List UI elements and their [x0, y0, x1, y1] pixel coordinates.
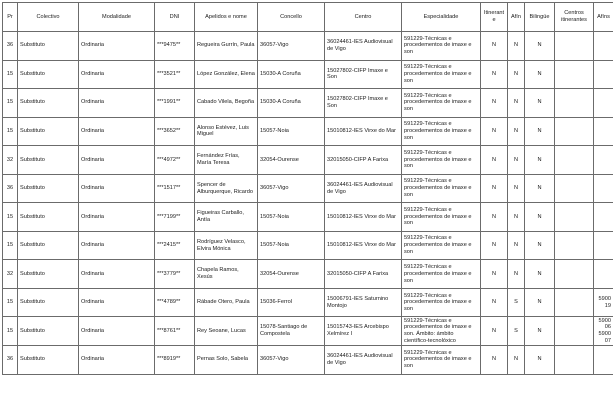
table-row [3, 288, 614, 317]
cell-itinerante: N [481, 346, 508, 375]
cell-pr: 15 [3, 203, 18, 232]
cell-colectivo: Substituto [18, 346, 79, 375]
cell-apelidos-nome: Spencer de Alburquerque, Ricardo [195, 174, 258, 203]
header-afins: Afíns [594, 3, 614, 32]
cell-colectivo: Substituto [18, 117, 79, 146]
cell-especialidade: 591229-Técnicas e procedementos de imaxe e son [402, 89, 481, 118]
cell-afins [594, 89, 614, 118]
cell-modalidade: Ordinaria [79, 117, 155, 146]
cell-concello: 36057-Vigo [258, 346, 325, 375]
cell-centro: 32015050-CIFP A Farixa [325, 260, 402, 289]
cell-centro: 15027802-CIFP Imaxe e Son [325, 89, 402, 118]
cell-colectivo: Substituto [18, 317, 79, 346]
cell-centro: 15015743-IES Arcebispo Xelmírez I [325, 317, 402, 346]
cell-itinerante: N [481, 203, 508, 232]
cell-pr: 36 [3, 174, 18, 203]
cell-dni: ***8919** [155, 346, 195, 375]
cell-afin: N [508, 117, 525, 146]
table-row [3, 174, 614, 203]
cell-dni: ***3779** [155, 260, 195, 289]
cell-apelidos-nome: Rodríguez Velasco, Elvira Mónica [195, 231, 258, 260]
cell-concello: 15030-A Coruña [258, 89, 325, 118]
cell-especialidade: 591229-Técnicas e procedementos de imaxe e son [402, 203, 481, 232]
assignments-table [2, 2, 613, 375]
table-header-row [3, 3, 614, 32]
cell-modalidade: Ordinaria [79, 317, 155, 346]
cell-apelidos-nome: Chapela Ramos, Xesús [195, 260, 258, 289]
cell-concello: 15030-A Coruña [258, 60, 325, 89]
cell-centros-itinerantes [555, 89, 594, 118]
cell-afin: N [508, 346, 525, 375]
cell-afins [594, 174, 614, 203]
cell-afin: N [508, 32, 525, 61]
cell-concello: 15057-Noia [258, 231, 325, 260]
cell-centro: 15010812-IES Virxe do Mar [325, 203, 402, 232]
cell-colectivo: Substituto [18, 146, 79, 175]
cell-centro: 36024461-IES Audiovisual de Vigo [325, 32, 402, 61]
cell-especialidade: 591229-Técnicas e procedementos de imaxe e son [402, 117, 481, 146]
cell-centro: 36024461-IES Audiovisual de Vigo [325, 346, 402, 375]
cell-apelidos-nome: Rábade Otero, Paula [195, 288, 258, 317]
cell-especialidade: 591229-Técnicas e procedementos de imaxe e son [402, 346, 481, 375]
table-row [3, 32, 614, 61]
cell-itinerante: N [481, 288, 508, 317]
cell-concello: 32054-Ourense [258, 260, 325, 289]
table-row [3, 60, 614, 89]
cell-afins [594, 32, 614, 61]
cell-concello: 15057-Noia [258, 117, 325, 146]
header-dni: DNI [155, 3, 195, 32]
cell-afins: 590019 [594, 288, 614, 317]
cell-colectivo: Substituto [18, 32, 79, 61]
header-modalidade: Modalidade [79, 3, 155, 32]
cell-dni: ***7199** [155, 203, 195, 232]
cell-colectivo: Substituto [18, 203, 79, 232]
cell-centros-itinerantes [555, 317, 594, 346]
cell-pr: 32 [3, 260, 18, 289]
cell-afin: N [508, 174, 525, 203]
table-row [3, 346, 614, 375]
cell-centro: 15006791-IES Saturnino Montojo [325, 288, 402, 317]
cell-especialidade: 591229-Técnicas e procedementos de imaxe e son [402, 32, 481, 61]
table-row [3, 203, 614, 232]
cell-afin: S [508, 317, 525, 346]
cell-centro: 36024461-IES Audiovisual de Vigo [325, 174, 402, 203]
cell-colectivo: Substituto [18, 89, 79, 118]
cell-centro: 15010812-IES Virxe do Mar [325, 231, 402, 260]
table-row [3, 146, 614, 175]
cell-especialidade: 591229-Técnicas e procedementos de imaxe e son [402, 174, 481, 203]
cell-especialidade: 591229-Técnicas e procedementos de imaxe e son [402, 288, 481, 317]
cell-pr: 32 [3, 146, 18, 175]
cell-modalidade: Ordinaria [79, 346, 155, 375]
cell-afins [594, 231, 614, 260]
cell-afins [594, 346, 614, 375]
cell-colectivo: Substituto [18, 60, 79, 89]
cell-bilingue: N [525, 89, 555, 118]
cell-apelidos-nome: Rey Seoane, Lucas [195, 317, 258, 346]
cell-afins [594, 60, 614, 89]
cell-apelidos-nome: Regueira Gurrín, Paula [195, 32, 258, 61]
cell-modalidade: Ordinaria [79, 174, 155, 203]
cell-afins: 590006 590007 [594, 317, 614, 346]
cell-dni: ***1991** [155, 89, 195, 118]
cell-apelidos-nome: Cabado Vilela, Begoña [195, 89, 258, 118]
cell-apelidos-nome: Alonso Estévez, Luis Miguel [195, 117, 258, 146]
header-especialidade: Especialidade [402, 3, 481, 32]
cell-bilingue: N [525, 317, 555, 346]
cell-concello: 32054-Ourense [258, 146, 325, 175]
cell-modalidade: Ordinaria [79, 89, 155, 118]
cell-modalidade: Ordinaria [79, 288, 155, 317]
cell-apelidos-nome: Pernas Solo, Sabela [195, 346, 258, 375]
header-itinerante: Itinerante [481, 3, 508, 32]
header-centros-itinerantes: Centros itinerantes [555, 3, 594, 32]
header-colectivo: Colectivo [18, 3, 79, 32]
cell-afins [594, 260, 614, 289]
cell-concello: 15036-Ferrol [258, 288, 325, 317]
cell-afin: N [508, 146, 525, 175]
cell-afin: N [508, 60, 525, 89]
cell-dni: ***3521** [155, 60, 195, 89]
cell-bilingue: N [525, 346, 555, 375]
cell-itinerante: N [481, 174, 508, 203]
cell-dni: ***4789** [155, 288, 195, 317]
cell-modalidade: Ordinaria [79, 260, 155, 289]
cell-bilingue: N [525, 231, 555, 260]
cell-colectivo: Substituto [18, 231, 79, 260]
cell-dni: ***2415** [155, 231, 195, 260]
cell-centros-itinerantes [555, 117, 594, 146]
cell-afin: S [508, 288, 525, 317]
cell-bilingue: N [525, 203, 555, 232]
cell-itinerante: N [481, 260, 508, 289]
cell-pr: 15 [3, 231, 18, 260]
cell-modalidade: Ordinaria [79, 203, 155, 232]
header-afin: Afín [508, 3, 525, 32]
cell-apelidos-nome: López González, Elena [195, 60, 258, 89]
header-apelidos-nome: Apelidos e nome [195, 3, 258, 32]
cell-especialidade: 591229-Técnicas e procedementos de imaxe e son [402, 260, 481, 289]
cell-concello: 36057-Vigo [258, 32, 325, 61]
cell-pr: 15 [3, 89, 18, 118]
cell-dni: ***1517** [155, 174, 195, 203]
cell-dni: ***3652** [155, 117, 195, 146]
cell-especialidade: 591229-Técnicas e procedementos de imaxe e son. Ámbito: ámbito científico-tecnolóxico [402, 317, 481, 346]
cell-itinerante: N [481, 146, 508, 175]
cell-itinerante: N [481, 89, 508, 118]
cell-pr: 15 [3, 60, 18, 89]
table-row [3, 89, 614, 118]
cell-centros-itinerantes [555, 60, 594, 89]
table-body [3, 32, 614, 375]
cell-dni: ***4972** [155, 146, 195, 175]
cell-afins [594, 117, 614, 146]
cell-centro: 15010812-IES Virxe do Mar [325, 117, 402, 146]
cell-pr: 36 [3, 32, 18, 61]
table-row [3, 117, 614, 146]
cell-itinerante: N [481, 32, 508, 61]
cell-especialidade: 591229-Técnicas e procedementos de imaxe e son [402, 60, 481, 89]
document-page [2, 2, 613, 408]
cell-afins [594, 146, 614, 175]
cell-centros-itinerantes [555, 174, 594, 203]
table-row [3, 231, 614, 260]
cell-dni: ***9475** [155, 32, 195, 61]
cell-concello: 15057-Noia [258, 203, 325, 232]
cell-pr: 15 [3, 117, 18, 146]
cell-centro: 32015050-CIFP A Farixa [325, 146, 402, 175]
cell-afin: N [508, 89, 525, 118]
cell-centros-itinerantes [555, 203, 594, 232]
cell-especialidade: 591229-Técnicas e procedementos de imaxe e son [402, 146, 481, 175]
cell-centro: 15027802-CIFP Imaxe e Son [325, 60, 402, 89]
cell-centros-itinerantes [555, 346, 594, 375]
cell-centros-itinerantes [555, 260, 594, 289]
cell-apelidos-nome: Fernández Frías, María Teresa [195, 146, 258, 175]
header-concello: Concello [258, 3, 325, 32]
header-bilingue: Bilingüe [525, 3, 555, 32]
cell-itinerante: N [481, 231, 508, 260]
cell-centros-itinerantes [555, 288, 594, 317]
cell-dni: ***8761** [155, 317, 195, 346]
cell-itinerante: N [481, 60, 508, 89]
cell-bilingue: N [525, 288, 555, 317]
cell-bilingue: N [525, 260, 555, 289]
header-centro: Centro [325, 3, 402, 32]
cell-centros-itinerantes [555, 32, 594, 61]
cell-centros-itinerantes [555, 146, 594, 175]
cell-modalidade: Ordinaria [79, 60, 155, 89]
cell-pr: 15 [3, 288, 18, 317]
cell-concello: 15078-Santiago de Compostela [258, 317, 325, 346]
cell-especialidade: 591229-Técnicas e procedementos de imaxe e son [402, 231, 481, 260]
cell-afin: N [508, 203, 525, 232]
cell-bilingue: N [525, 32, 555, 61]
cell-itinerante: N [481, 117, 508, 146]
cell-bilingue: N [525, 117, 555, 146]
cell-bilingue: N [525, 146, 555, 175]
cell-bilingue: N [525, 60, 555, 89]
cell-itinerante: N [481, 317, 508, 346]
cell-afin: N [508, 260, 525, 289]
cell-centros-itinerantes [555, 231, 594, 260]
cell-concello: 36057-Vigo [258, 174, 325, 203]
table-row [3, 260, 614, 289]
cell-modalidade: Ordinaria [79, 32, 155, 61]
cell-pr: 36 [3, 346, 18, 375]
cell-colectivo: Substituto [18, 288, 79, 317]
cell-apelidos-nome: Figueiras Carballo, Antía [195, 203, 258, 232]
cell-colectivo: Substituto [18, 260, 79, 289]
cell-afins [594, 203, 614, 232]
cell-pr: 15 [3, 317, 18, 346]
cell-colectivo: Substituto [18, 174, 79, 203]
cell-afin: N [508, 231, 525, 260]
cell-bilingue: N [525, 174, 555, 203]
header-pr: Pr [3, 3, 18, 32]
cell-modalidade: Ordinaria [79, 146, 155, 175]
table-row [3, 317, 614, 346]
cell-modalidade: Ordinaria [79, 231, 155, 260]
